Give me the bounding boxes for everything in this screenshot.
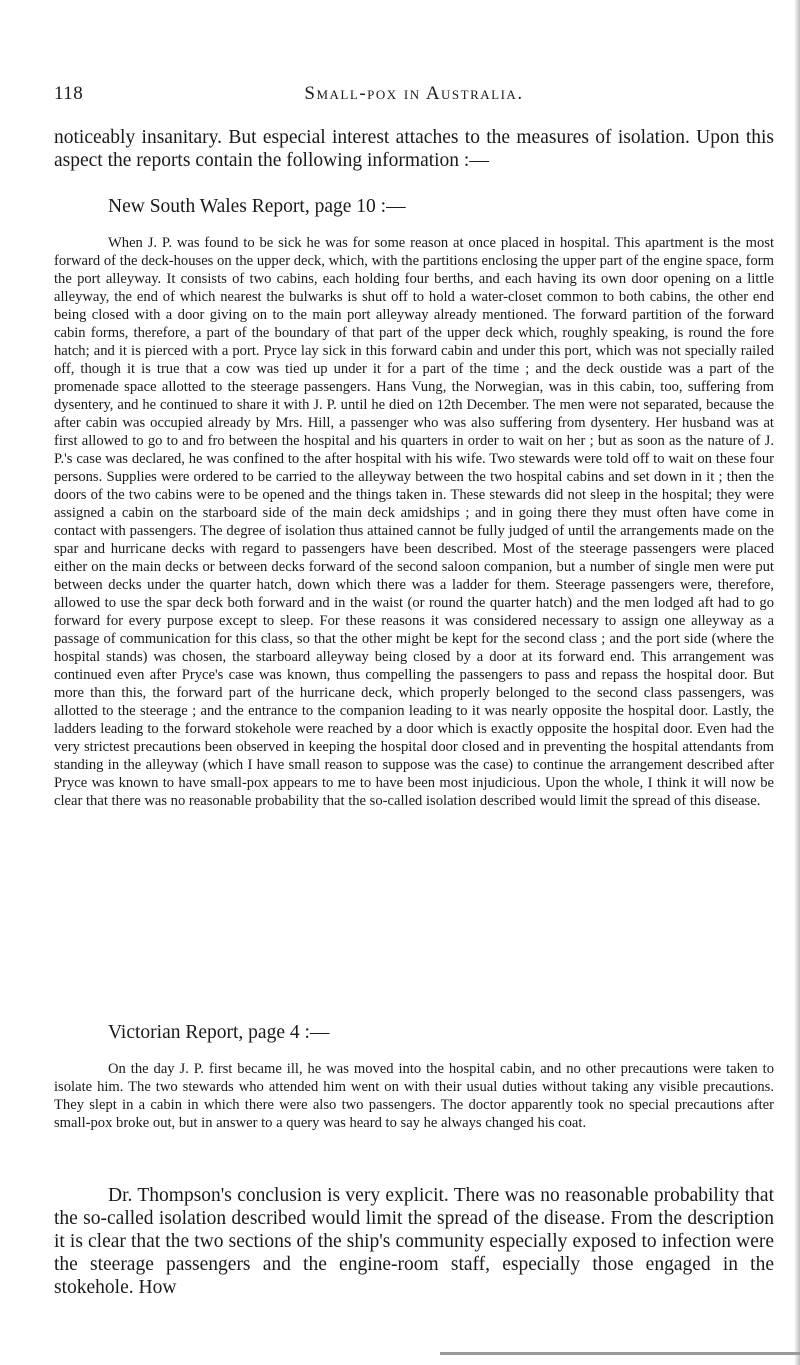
victorian-report-quote: On the day J. P. first became ill, he was moved into the hospital cabin, and no other precautions were taken to isolate him. The two stewards who attended him went on with their usual duties without taking any visible precautions. They slept in a cabin in which there were also two passengers. The doctor apparently took no special precautions after small-pox broke out, but in answer to a query was heard to say he always changed his coat. bbox=[54, 1061, 774, 1131]
page-header bbox=[54, 83, 774, 109]
page-edge-shadow bbox=[794, 0, 800, 1365]
nsw-report-heading: New South Wales Report, page 10 :— bbox=[108, 196, 406, 217]
running-title: Small-pox in Australia. bbox=[304, 83, 524, 104]
victorian-report-heading: Victorian Report, page 4 :— bbox=[108, 1022, 330, 1043]
lead-paragraph: noticeably insanitary. But especial interest attaches to the measures of isolation. Upon this aspect the reports contain the following information :— bbox=[54, 127, 774, 171]
page-bottom-edge bbox=[440, 1352, 800, 1355]
conclusion-paragraph: Dr. Thompson's conclusion is very explicit. There was no reasonable probability that the so-called isolation described would limit the spread of the disease. From the description it is clear that the two sections of the ship's community especially exposed to infection were the steerage passengers and the engine-room staff, especially those engaged in the stokehole. How bbox=[54, 1185, 774, 1298]
nsw-report-quote: When J. P. was found to be sick he was for some reason at once placed in hospital. This apartment is the most forward of the deck-houses on the upper deck, which, with the partitions enclosing the upper part of the engine space, form the port alleyway. It consists of two cabins, each holding four berths, and each having its own door opening on a little alleyway, the end of which nearest the bulwarks is shut off to hold a water-closet common to both cabins, the other end being closed with a door giving on to the main port alleyway already mentioned. The forward partition of the forward cabin forms, therefore, a part of the boundary of that part of the upper deck which, roughly speaking, is round the fore hatch; and it is pierced with a port. Pryce lay sick in this forward cabin and under this port, which was not specially railed off, though it is true that a cow was tied up under it for a part of the time ; and the deck oustide was a part of the promenade space allotted to the steerage passengers. Hans Vung, the Norwegian, was in this cabin, too, suffering from dysentery, and he continued to share it with J. P. until he died on 12th December. The men were not separated, because the after cabin was occupied already by Mrs. Hill, a passenger who was also suffering from dysentery. Her husband was at first allowed to go to and fro between the hospital and his quarters in order to wait on her ; but as soon as the nature of J. P.'s case was declared, he was confined to the after hospital with his wife. Two stewards were told off to wait on these four persons. Supplies were ordered to be carried to the alleyway between the two hospital cabins and set down in it ; then the doors of the two cabins were to be opened and the things taken in. These stewards did not sleep in the hospital; they were assigned a cabin on the starboard side of the main deck amidships ; and in going there they must often have come in contact with passengers. The degree of isolation thus attained cannot be fully judged of until the arrangements made on the spar and hurricane decks with regard to passengers have been described. Most of the steerage passengers were placed either on the main decks or between decks forward of the second saloon companion, but a number of single men were put between decks under the quarter hatch, down which there was a ladder for them. Steerage passengers were, therefore, allowed to use the spar deck both forward and in the waist (or round the quarter hatch) and the men lodged aft had to go forward for every purpose except to sleep. For these reasons it was considered necessary to assign one alleyway as a passage of communication for this class, so that the other might be kept for the second class ; and the port side (where the hospital stands) was chosen, the starboard alleyway being closed by a door at its forward end. This arrangement was continued even after Pryce's case was known, thus compelling the passengers to pass and repass the hospital door. But more than this, the forward part of the hurricane deck, which properly belonged to the second class passengers, was allotted to the steerage ; and the entrance to the companion leading to it was nearly opposite the hospital door. Lastly, the ladders leading to the forward stokehole were reached by a door which is exactly opposite the hospital door. Even had the very strictest precautions been observed in keeping the hospital door closed and in preventing the hospital attendants from standing in the alleyway (which I have small reason to suppose was the case) to continue the arrangement described after Pryce was known to have small-pox appears to me to have been most injudicious. Upon the whole, I think it will now be clear that there was no reasonable probability that the so-called isolation described would limit the spread of this disease. bbox=[54, 235, 774, 809]
page-number: 118 bbox=[54, 83, 84, 104]
